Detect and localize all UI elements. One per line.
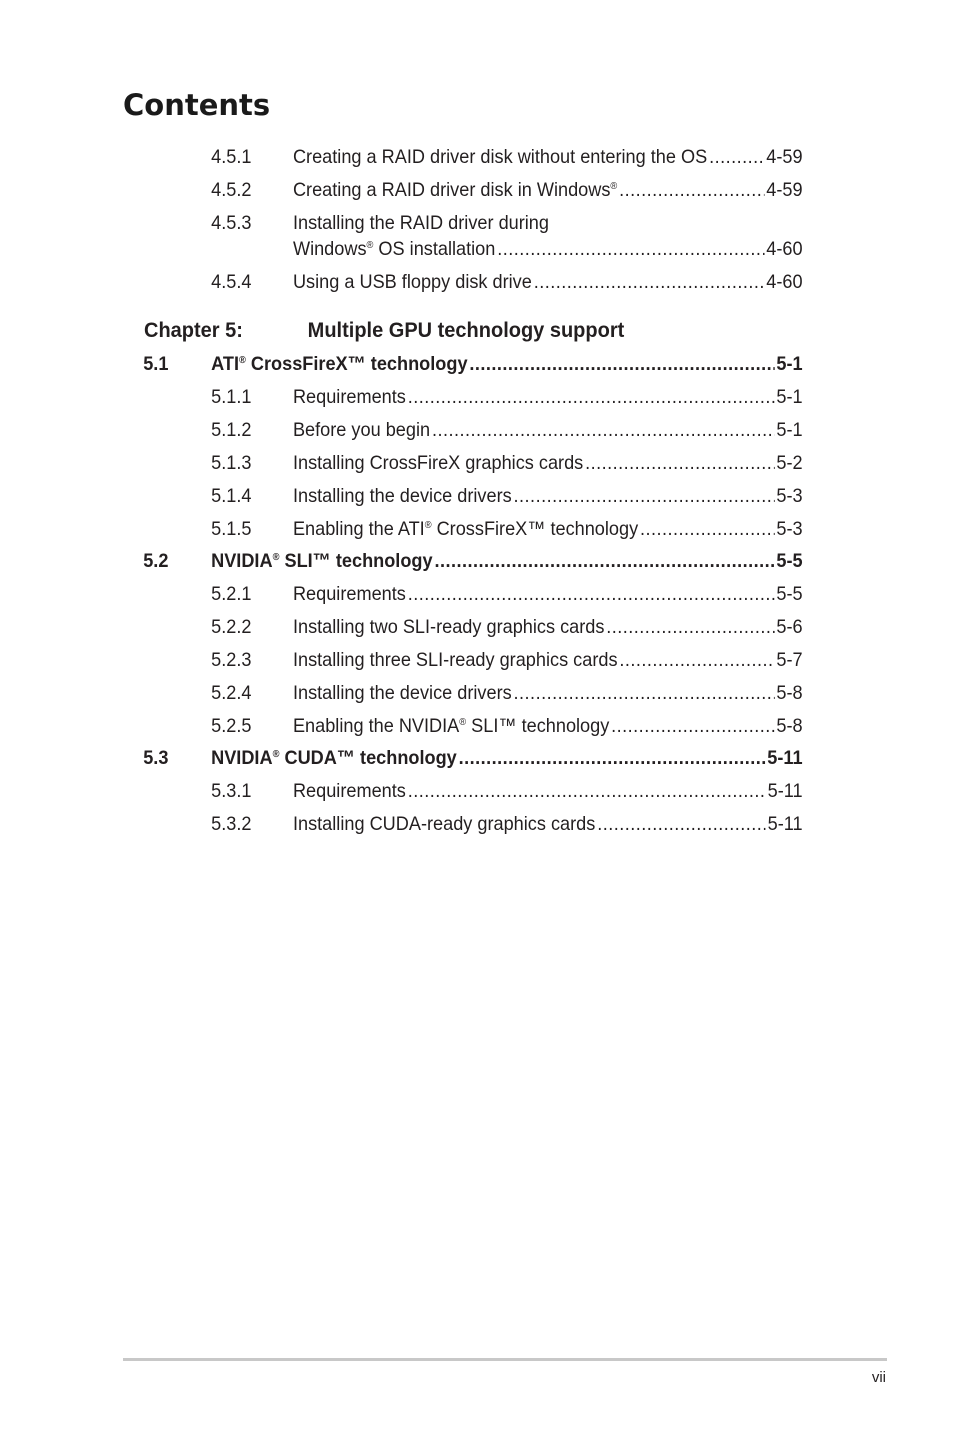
toc-entry-4-5-3[interactable] (0, 211, 887, 235)
entry-title: Requirements (292, 583, 406, 605)
dot-leader (408, 779, 766, 803)
section-number: 5.1 (143, 353, 169, 375)
registered-mark: ® (272, 749, 280, 760)
entry-number: 5.1.3 (211, 452, 252, 474)
entry-title-line1: Installing the RAID driver during (292, 212, 549, 234)
entry-number: 5.1.5 (211, 518, 252, 540)
registered-mark: ® (459, 717, 467, 728)
registered-mark: ® (424, 520, 432, 531)
registered-mark: ® (610, 181, 618, 192)
dot-leader (408, 385, 775, 409)
entry-number: 5.1.2 (211, 419, 252, 441)
toc-entry-5-1-1[interactable] (0, 385, 887, 409)
section-title-rest: CrossFireX™ technology (245, 353, 468, 375)
entry-number: 5.1.4 (211, 485, 252, 507)
entry-title: Using a USB floppy disk drive (292, 271, 532, 293)
chapter-title: Multiple GPU technology support (307, 318, 625, 342)
entry-title: Installing CUDA-ready graphics cards (292, 813, 596, 835)
entry-number: 4.5.3 (211, 212, 252, 234)
section-title-rest: SLI™ technology (279, 550, 433, 572)
section-page: 5-5 (776, 550, 803, 572)
entry-number: 5.1.1 (211, 386, 252, 408)
chapter-heading[interactable] (144, 317, 625, 343)
entry-number: 5.2.2 (211, 616, 252, 638)
dot-leader (611, 714, 774, 738)
entry-page: 5-11 (767, 813, 803, 835)
entry-page: 5-8 (776, 682, 803, 704)
dot-leader (432, 418, 775, 442)
section-page: 5-11 (767, 747, 803, 769)
section-number: 5.3 (143, 747, 169, 769)
toc-entry-5-2-1[interactable] (0, 582, 887, 606)
registered-mark: ® (272, 552, 280, 563)
toc-entry-5-3-1[interactable] (0, 779, 887, 803)
entry-title: Enabling the ATI (292, 518, 425, 540)
section-title-rest: CUDA™ technology (279, 747, 457, 769)
dot-leader (408, 582, 775, 606)
toc-section-5-3[interactable] (0, 746, 887, 770)
toc-entry-5-1-2[interactable] (0, 418, 887, 442)
entry-number: 4.5.1 (211, 146, 252, 168)
entry-title: Installing CrossFireX graphics cards (292, 452, 584, 474)
entry-number: 5.3.1 (211, 780, 252, 802)
dot-leader (534, 270, 765, 294)
entry-title: Creating a RAID driver disk without entering the OS (292, 146, 708, 168)
toc-entry-5-2-4[interactable] (0, 681, 887, 705)
footer-rule (123, 1358, 887, 1361)
dot-leader (434, 549, 774, 573)
toc-entry-5-2-5[interactable] (0, 714, 887, 738)
dot-leader (514, 484, 775, 508)
entry-number: 4.5.2 (211, 179, 252, 201)
dot-leader (585, 451, 774, 475)
toc-entry-5-3-2[interactable] (0, 812, 887, 836)
entry-number: 5.2.1 (211, 583, 252, 605)
toc-entry-4-5-3-continued[interactable] (0, 237, 887, 261)
entry-title: Before you begin (292, 419, 431, 441)
entry-title: Installing three SLI-ready graphics cards (292, 649, 618, 671)
entry-title-rest: SLI™ technology (466, 715, 610, 737)
dot-leader (606, 615, 774, 639)
toc-entry-5-1-4[interactable] (0, 484, 887, 508)
dot-leader (619, 178, 764, 202)
entry-page: 4-60 (766, 271, 803, 293)
entry-page: 5-7 (776, 649, 803, 671)
entry-title-line2-rest: OS installation (373, 238, 496, 260)
toc-section-5-2[interactable] (0, 549, 887, 573)
entry-title: Requirements (292, 386, 406, 408)
entry-title-rest: CrossFireX™ technology (431, 518, 639, 540)
entry-page: 5-1 (776, 386, 803, 408)
entry-page: 5-2 (776, 452, 803, 474)
dot-leader (514, 681, 775, 705)
entry-title: Installing the device drivers (292, 485, 512, 507)
entry-page: 5-6 (776, 616, 803, 638)
entry-title: Creating a RAID driver disk in Windows (292, 179, 611, 201)
entry-title: Enabling the NVIDIA (292, 715, 460, 737)
dot-leader (619, 648, 774, 672)
entry-number: 5.2.3 (211, 649, 252, 671)
page-number: vii (871, 1369, 886, 1386)
toc-entry-5-2-3[interactable] (0, 648, 887, 672)
entry-page: 5-3 (776, 485, 803, 507)
dot-leader (709, 145, 764, 169)
entry-title: Requirements (292, 780, 406, 802)
dot-leader (459, 746, 766, 770)
entry-title: Installing the device drivers (292, 682, 512, 704)
section-number: 5.2 (143, 550, 169, 572)
section-title: NVIDIA (211, 550, 273, 572)
entry-page: 5-1 (776, 419, 803, 441)
chapter-label: Chapter 5: (144, 318, 243, 342)
toc-entry-5-1-5[interactable] (0, 517, 887, 541)
entry-number: 5.3.2 (211, 813, 252, 835)
entry-page: 5-11 (767, 780, 803, 802)
entry-title-line2: Windows (292, 238, 367, 260)
toc-entry-4-5-2[interactable] (0, 178, 887, 202)
entry-page: 4-59 (766, 179, 803, 201)
entry-title: Installing two SLI-ready graphics cards (292, 616, 605, 638)
toc-section-5-1[interactable] (0, 352, 887, 376)
dot-leader (597, 812, 766, 836)
toc-entry-4-5-4[interactable] (0, 270, 887, 294)
entry-number: 4.5.4 (211, 271, 252, 293)
page-title: Contents (123, 88, 271, 122)
toc-entry-5-1-3[interactable] (0, 451, 887, 475)
entry-page: 4-59 (766, 146, 803, 168)
dot-leader (497, 237, 764, 261)
section-title: NVIDIA (211, 747, 273, 769)
toc-entry-5-2-2[interactable] (0, 615, 887, 639)
entry-page: 5-5 (776, 583, 803, 605)
section-title: ATI (211, 353, 239, 375)
entry-page: 4-60 (766, 238, 803, 260)
registered-mark: ® (366, 240, 374, 251)
entry-page: 5-3 (776, 518, 803, 540)
toc-entry-4-5-1[interactable] (0, 145, 887, 169)
section-page: 5-1 (776, 353, 803, 375)
dot-leader (640, 517, 774, 541)
entry-number: 5.2.5 (211, 715, 252, 737)
entry-page: 5-8 (776, 715, 803, 737)
dot-leader (469, 352, 774, 376)
entry-number: 5.2.4 (211, 682, 252, 704)
registered-mark: ® (238, 355, 246, 366)
